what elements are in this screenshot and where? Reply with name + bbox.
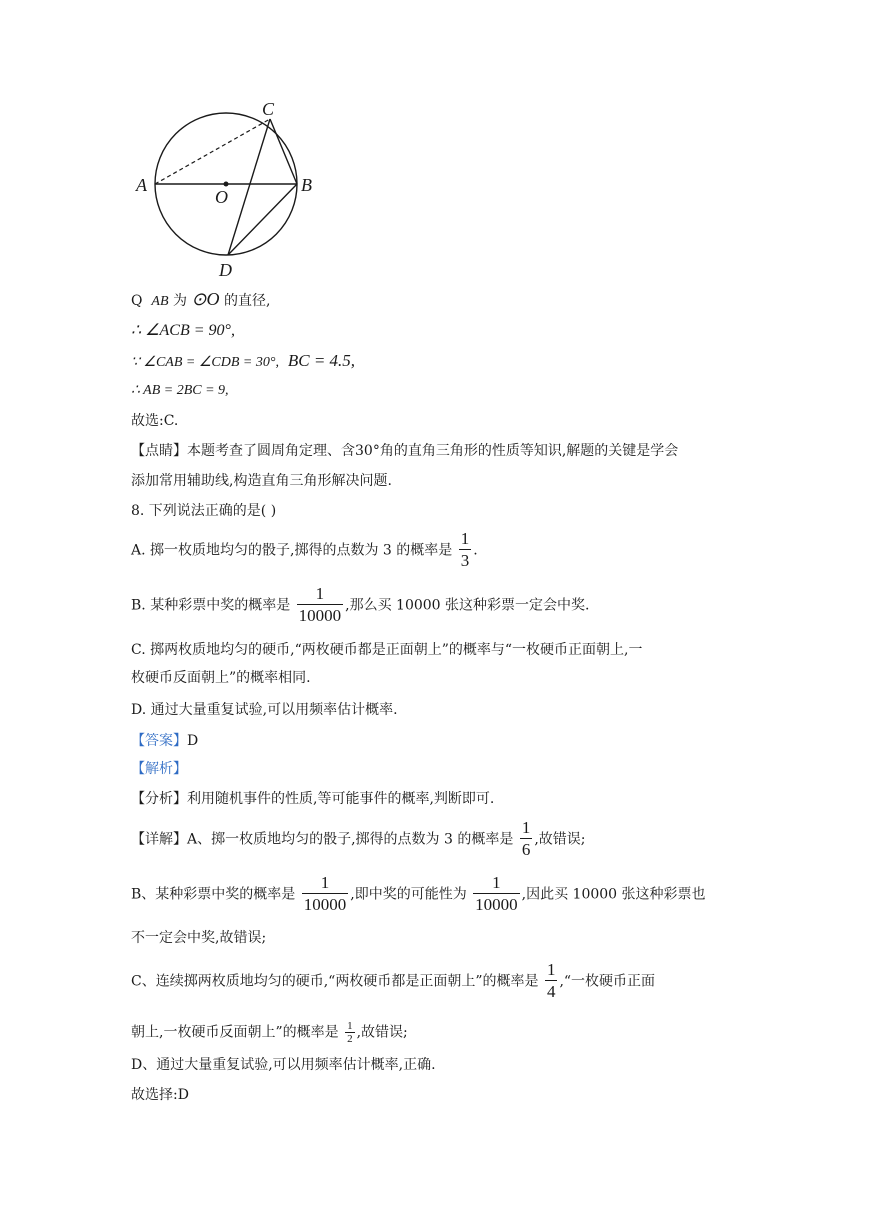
fraction (297, 584, 344, 627)
center-dot (224, 182, 229, 187)
detail-text: B、某种彩票中奖的概率是 (131, 886, 296, 903)
numerator: 1 (460, 529, 470, 548)
q8-option-b (131, 584, 590, 627)
q8-option-a (131, 529, 478, 572)
numerator: 1 (473, 873, 520, 894)
label-o: O (215, 187, 228, 207)
proof-line-4: ∴ AB = 2BC = 9, (131, 383, 229, 398)
detail-text: ,“一枚硬币正面 (559, 973, 656, 990)
fenxi-line: 【分析】利用随机事件的性质,等可能事件的概率,判断即可. (131, 791, 495, 807)
circle-figure (125, 95, 335, 285)
detail-text: ,因此买 10000 张这种彩票也 (521, 886, 706, 903)
detail-a (131, 818, 586, 861)
denominator: 4 (546, 982, 556, 1001)
detail-b-line-2: 不一定会中奖,故错误; (131, 930, 267, 946)
circle-symbol: ⊙O (191, 289, 220, 309)
q8-option-c-line-1: C. 掷两枚质地均匀的硬币,“两枚硬币都是正面朝上”的概率与“一枚硬币正面朝上,一 (131, 642, 643, 658)
angle-equation: ∵ ∠CAB = ∠CDB = 30°, (131, 355, 279, 370)
proof-text: 的直径, (223, 293, 271, 309)
analysis-label: 【解析】 (131, 761, 187, 777)
proof-line-1 (131, 289, 270, 312)
numerator: 1 (302, 873, 349, 894)
comment-line-1: 【点睛】本题考查了圆周角定理、含30°角的直角三角形的性质等知识,解题的关键是学会 (131, 443, 679, 459)
detail-text: C、连续掷两枚质地均匀的硬币,“两枚硬币都是正面朝上”的概率是 (131, 973, 539, 990)
numerator: 1 (297, 584, 344, 605)
option-text: . (473, 542, 478, 559)
q8-option-d: D. 通过大量重复试验,可以用频率估计概率. (131, 702, 398, 718)
detail-text: 【详解】A、掷一枚质地均匀的骰子,掷得的点数为 3 的概率是 (131, 831, 514, 848)
denominator: 6 (521, 840, 531, 859)
detail-text: ,即中奖的可能性为 (350, 886, 467, 903)
detail-text: ,故错误; (534, 831, 586, 848)
denominator: 10000 (298, 606, 342, 625)
label-c: C (262, 99, 275, 119)
q8-option-c-line-2: 枚硬币反面朝上”的概率相同. (131, 670, 311, 686)
detail-b (131, 873, 706, 916)
detail-c-line-2 (131, 1020, 408, 1045)
detail-text: ,故错误; (356, 1024, 408, 1041)
denominator: 10000 (303, 895, 347, 914)
numerator: 1 (546, 960, 556, 979)
numerator: 1 (347, 1020, 353, 1032)
answer-value: D (187, 733, 199, 749)
fraction (302, 873, 349, 916)
denominator: 10000 (475, 895, 518, 914)
segment-ab: AB (151, 294, 169, 309)
option-text: ,那么买 10000 张这种彩票一定会中奖. (345, 597, 590, 614)
fraction (520, 818, 533, 861)
detail-c (131, 960, 655, 1003)
detail-text: 朝上,一枚硬币反面朝上”的概率是 (131, 1024, 339, 1041)
chord-cb (270, 119, 297, 184)
q8-stem: 8. 下列说法正确的是( ) (131, 503, 277, 519)
comment-line-2: 添加常用辅助线,构造直角三角形解决问题. (131, 473, 392, 489)
denominator: 2 (347, 1033, 353, 1045)
bc-value: BC = 4.5, (287, 351, 356, 370)
denominator: 3 (460, 551, 470, 570)
label-a: A (136, 175, 147, 195)
option-text: A. 掷一枚质地均匀的骰子,掷得的点数为 3 的概率是 (131, 542, 453, 559)
detail-final: 故选择:D (131, 1087, 189, 1103)
fraction (459, 529, 472, 572)
answer-label: 【答案】 (131, 733, 187, 749)
fraction (545, 960, 558, 1003)
fraction (473, 873, 520, 916)
detail-d: D、通过大量重复试验,可以用频率估计概率,正确. (131, 1057, 436, 1073)
option-text: B. 某种彩票中奖的概率是 (131, 597, 291, 614)
proof-line-3 (131, 351, 355, 373)
proof-text: 为 (172, 293, 187, 309)
proof-symbol: Q (131, 293, 143, 309)
answer-line (131, 731, 198, 751)
proof-line-2: ∴ ∠ACB = 90°, (131, 322, 235, 339)
label-b: B (301, 175, 312, 195)
label-d: D (219, 260, 232, 280)
numerator: 1 (521, 818, 531, 837)
fraction (345, 1020, 355, 1045)
chord-cd (228, 119, 270, 255)
proof-line-5: 故选:C. (131, 413, 179, 429)
